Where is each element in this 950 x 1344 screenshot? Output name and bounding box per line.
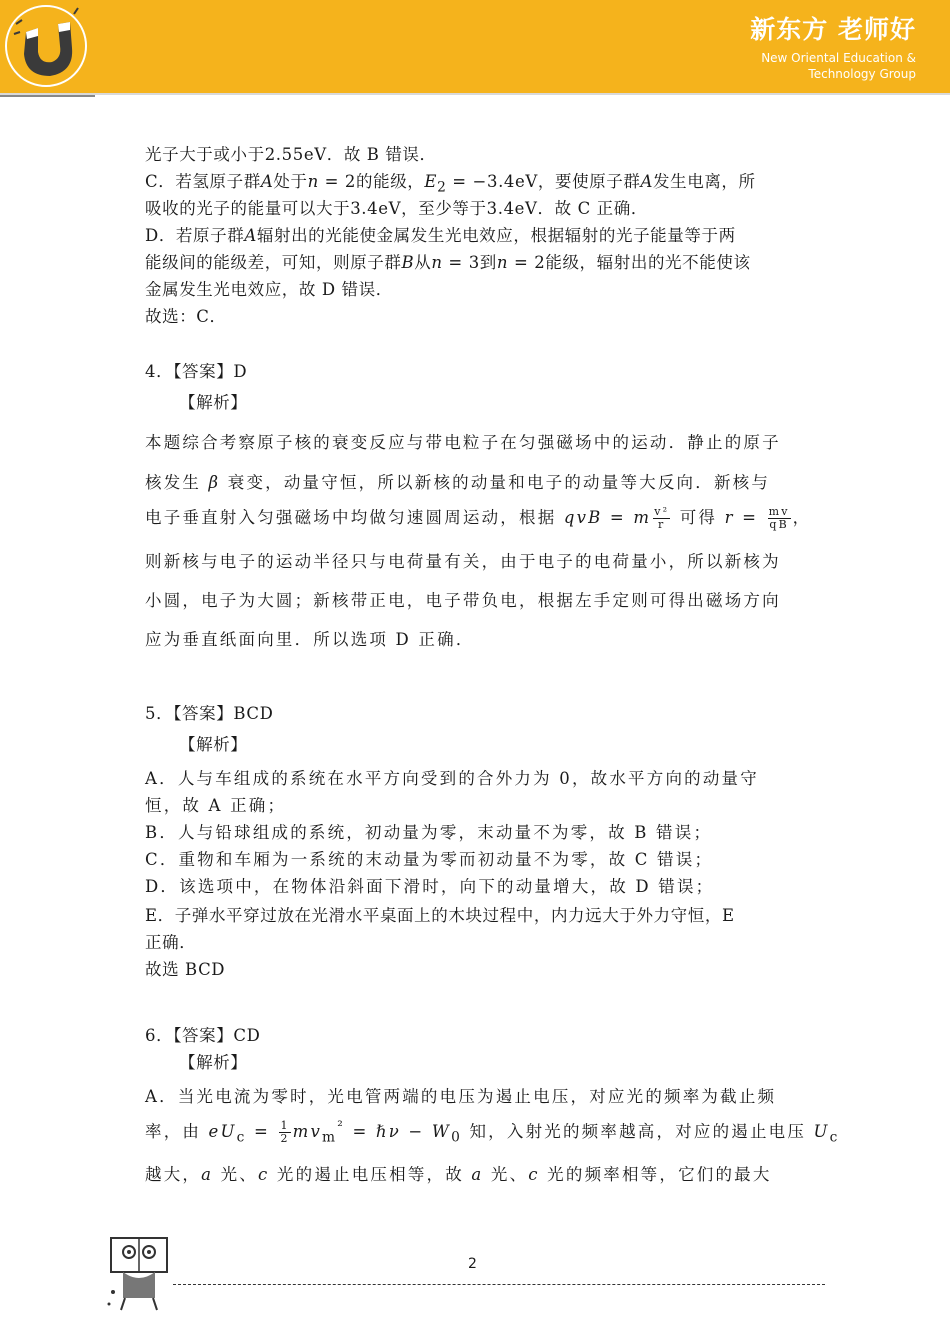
page-number: 2 xyxy=(468,1256,477,1272)
text-line: C．重物和车厢为一系统的末动量为零而初动量不为零，故 C 错误； xyxy=(145,850,714,869)
text-line: 吸收的光子的能量可以大于3.4eV，至少等于3.4eV．故 C 正确． xyxy=(145,199,648,218)
fraction: $\frac{mv}{qB}$ xyxy=(768,505,790,531)
text-line: 小圆，电子为大圆；新核带正电，电子带负电，根据左手定则可得出磁场方向 xyxy=(145,591,781,610)
text-line: D．该选项中，在物体沿斜面下滑时，向下的动量增大，故 D 错误； xyxy=(145,877,715,896)
text-line: 应为垂直纸面向里．所以选项 D 正确． xyxy=(145,630,475,649)
text-line: C．若氢原子群A处于n = 2的能级，$E_2 = -3.4eV$，要使原子群A发生电离，所 xyxy=(145,172,756,196)
magnet-logo-icon xyxy=(4,2,88,90)
page-header xyxy=(0,0,950,93)
brand-name-en-1: New Oriental Education & xyxy=(761,51,916,65)
text-line: 金属发生光电效应，故 D 错误． xyxy=(145,280,393,299)
text-line: 本题综合考察原子核的衰变反应与带电粒子在匀强磁场中的运动．静止的原子 xyxy=(145,433,781,452)
question-5-answer: 5．【答案】BCD xyxy=(145,704,274,723)
footer-divider xyxy=(173,1284,825,1285)
question-4-answer: 4．【答案】D xyxy=(145,362,248,381)
brand-block xyxy=(750,10,916,82)
question-4-analysis-label: 【解析】 xyxy=(179,393,248,412)
fraction: $\frac{\text{v²}}{r}$ xyxy=(654,505,670,531)
fraction: $\frac{1}{2}$ xyxy=(280,1119,290,1145)
text-line: B．人与铅球组成的系统，初动量为零，末动量不为零，故 B 错误； xyxy=(145,823,713,842)
header-divider-accent xyxy=(0,95,95,97)
question-6-answer: 6．【答案】CD xyxy=(145,1026,261,1045)
text-line: 恒，故 A 正确； xyxy=(145,796,287,815)
text-line: 光子大于或小于2.55eV．故 B 错误． xyxy=(145,145,437,164)
brand-name-en-2: Technology Group xyxy=(808,67,916,81)
text-line: 正确． xyxy=(145,933,197,952)
question-6-analysis-label: 【解析】 xyxy=(179,1053,248,1072)
reading-owl-mascot-icon xyxy=(103,1232,173,1314)
brand-name-cn: 新东方 老师好 xyxy=(750,15,916,44)
text-line: 能级间的能级差，可知，则原子群B从n = 3到n = 2能级，辐射出的光不能使该 xyxy=(145,253,751,272)
text-line: A．人与车组成的系统在水平方向受到的合外力为 0，故水平方向的动量守 xyxy=(145,769,759,788)
text-line: 电子垂直射入匀强磁场中均做匀速圆周运动，根据 qvB = m $\frac{\text{v²}}{r}$ 可得 r = $\frac{mv}{qB}$ ， xyxy=(145,505,812,531)
text-line: D．若原子群A辐射出的光能使金属发生光电效应，根据辐射的光子能量等于两 xyxy=(145,226,736,245)
text-line: 故选 BCD xyxy=(145,960,226,979)
text-line: 核发生 β 衰变，动量守恒，所以新核的动量和电子的动量等大反向．新核与 xyxy=(145,473,771,492)
text-line: 故选：C． xyxy=(145,307,227,326)
header-divider xyxy=(0,93,950,95)
text-line: 越大，a 光、c 光的遏止电压相等，故 a 光、c 光的频率相等，它们的最大 xyxy=(145,1165,772,1184)
text-line: E．子弹水平穿过放在光滑水平桌面上的木块过程中，内力远大于外力守恒，E xyxy=(145,906,735,925)
text-line: A．当光电流为零时，光电管两端的电压为遏止电压，对应光的频率为截止频 xyxy=(145,1087,777,1106)
question-5-analysis-label: 【解析】 xyxy=(179,735,248,754)
text-line: 率，由 $eU_c$ = $\frac{1}{2}$ $mv_m^{^2}$ = ℏν − $W_0$ 知，入射光的频率越高，对应的遏止电压 $U_c$ xyxy=(145,1118,840,1146)
text-line: 则新核与电子的运动半径只与电荷量有关，由于电子的电荷量小，所以新核为 xyxy=(145,552,781,571)
